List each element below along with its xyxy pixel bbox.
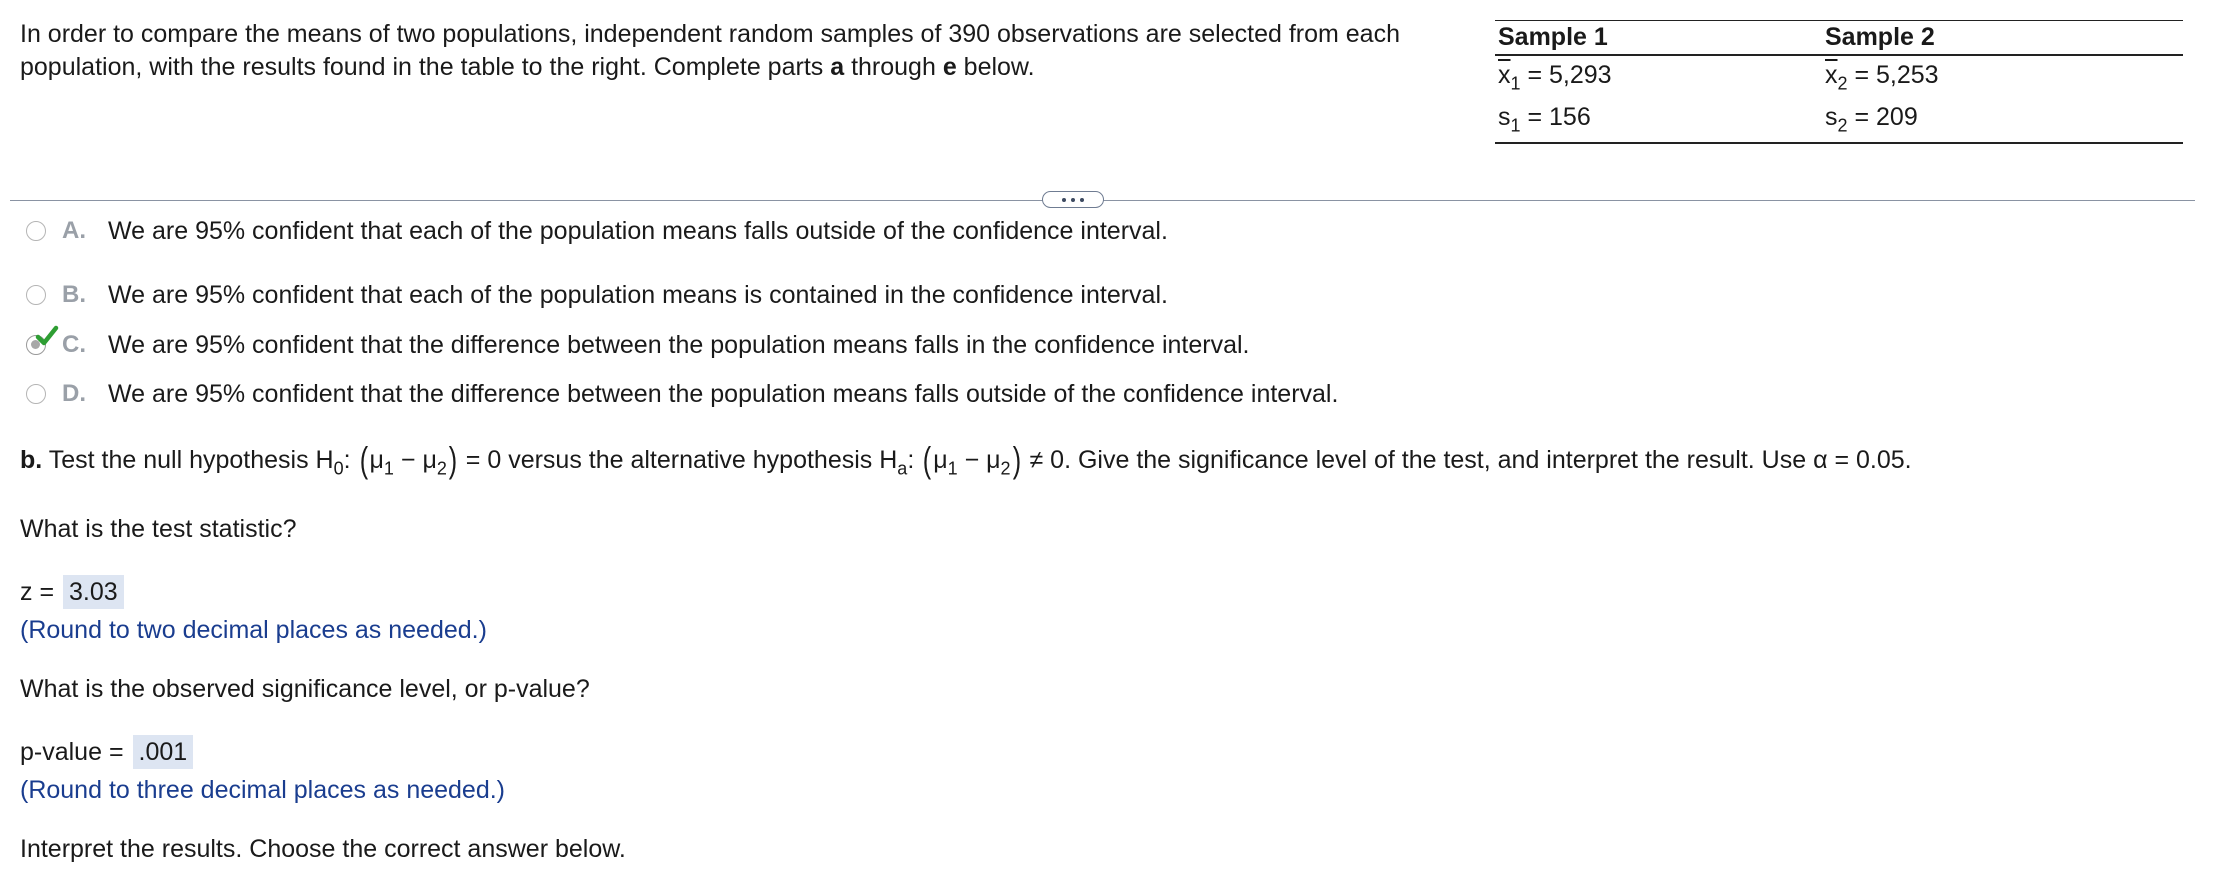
radio-option-d[interactable] [26, 384, 46, 404]
x2-mean: $\overline{x}_2 = 5,253$ [1825, 61, 1939, 94]
expand-more-button[interactable] [1042, 191, 1104, 208]
ellipsis-dot-icon [1080, 198, 1084, 202]
option-text[interactable]: We are 95% confident that each of the population means falls outside of the confidence interval. [108, 217, 1168, 245]
part-e-ref: e [942, 53, 957, 81]
problem-intro [20, 18, 1480, 84]
option-text[interactable]: We are 95% confident that the difference between the population means falls in the confidence interval. [108, 331, 1250, 359]
z-answer-field[interactable]: 3.03 [63, 575, 124, 609]
option-text[interactable]: We are 95% confident that the difference between the population means falls outside of the confidence interval. [108, 380, 1339, 408]
p-value-answer-field[interactable]: .001 [133, 735, 194, 769]
table-header-rule [1495, 54, 2183, 56]
interpret-question: Interpret the results. Choose the correct answer below. [20, 835, 626, 863]
option-letter: A. [62, 217, 86, 244]
radio-option-a[interactable] [26, 221, 46, 241]
part-a-ref: a [830, 53, 845, 81]
ellipsis-dot-icon [1062, 198, 1066, 202]
p-value-answer-row [20, 735, 193, 769]
x1-mean: $\overline{x}_1 = 5,293$ [1498, 61, 1612, 94]
sample1-header: Sample 1 [1498, 23, 1608, 51]
checkmark-icon [36, 326, 58, 346]
ellipsis-dot-icon [1071, 198, 1075, 202]
z-answer-row [20, 575, 124, 609]
z-rounding-hint: (Round to two decimal places as needed.) [20, 616, 487, 644]
option-letter: D. [62, 380, 86, 407]
p-value-rounding-hint: (Round to three decimal places as needed.) [20, 776, 506, 804]
table-top-rule [1495, 20, 2183, 21]
s1-stdev: $s_1 = 156$ [1498, 103, 1591, 136]
radio-option-b[interactable] [26, 285, 46, 305]
option-letter: C. [62, 331, 86, 358]
option-letter: B. [62, 281, 86, 308]
z-label: z = [20, 578, 61, 606]
option-text[interactable]: We are 95% confident that each of the population means is contained in the confidence interval. [108, 281, 1168, 309]
intro-line-1: In order to compare the means of two populations, independent random samples of 390 observations are selected from each [20, 20, 1400, 48]
table-bottom-rule [1495, 142, 2183, 144]
sample2-header: Sample 2 [1825, 23, 1935, 51]
option-a-clipped [0, 217, 1400, 258]
intro-line-2: population, with the results found in the table to the right. Complete parts a through e below. [20, 53, 1035, 81]
p-value-label: p-value = [20, 738, 131, 766]
part-b-question: b. Test the null hypothesis $H_0$: $(\mu_1 - \mu_2) = 0$ versus the alternative hypothesis $H_a$: $(\mu_1 - \mu_2) \ne 0$. Give the significance level of the test, and interpret the result. Use α = 0.05. [20, 439, 1912, 480]
test-statistic-question: What is the test statistic? [20, 515, 297, 543]
part-b-label: b. [20, 446, 43, 474]
p-value-question: What is the observed significance level, or p-value? [20, 675, 590, 703]
s2-stdev: $s_2 = 209$ [1825, 103, 1918, 136]
